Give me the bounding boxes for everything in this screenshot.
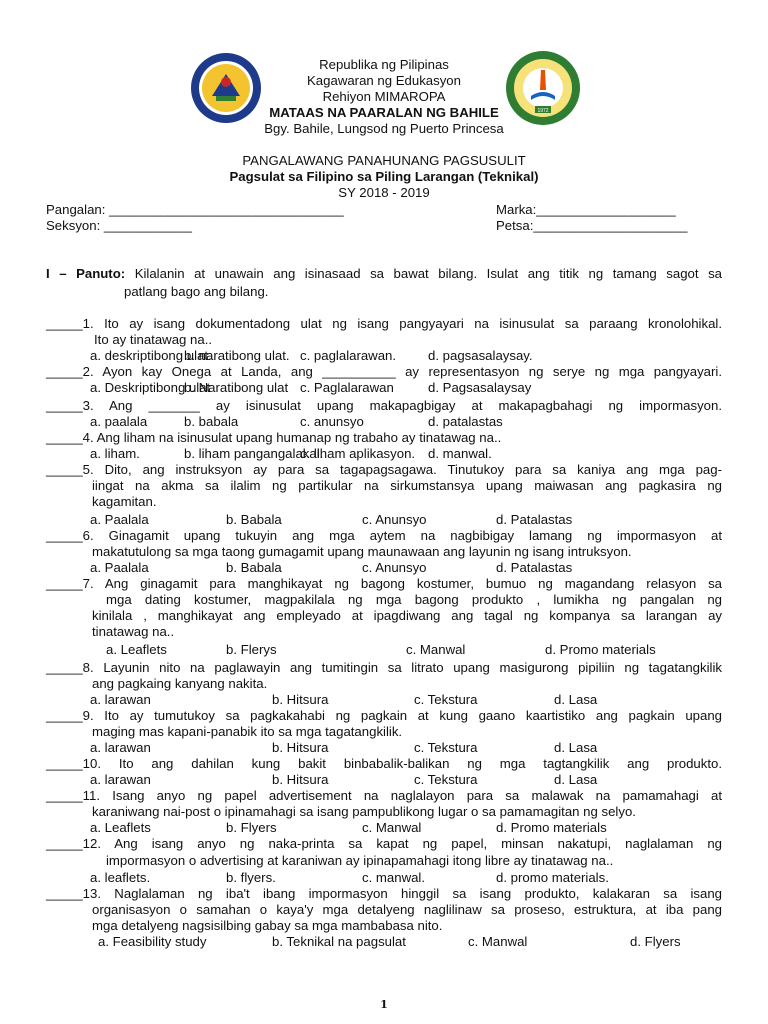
question-5-option: b. Babala [226,512,282,527]
question-8-option: c. Tekstura [414,692,478,707]
name-field[interactable]: Pangalan: ________________________________ [46,202,344,217]
question-2-option: b. Naratibong ulat [184,380,289,395]
question-3-option: a. paalala [90,414,148,429]
instructions-label: I – Panuto: [46,266,126,281]
exam-subject: Pagsulat sa Filipino sa Piling Larangan (Teknikal) [229,169,539,184]
question-10-option: c. Tekstura [414,772,478,787]
question-1-option: a. deskriptibong ulat. [90,348,212,363]
instructions [46,266,722,282]
question-4-option: b. liham pangangalakal. [184,446,324,461]
header-region: Rehiyon MIMAROPA [322,89,446,104]
question-10-option: a. larawan [90,772,151,787]
question-1-option: c. paglalarawan. [300,348,397,363]
question-11-line: karaniwang nai-post o ipinamahagi sa isang pampublikong lugar o sa pamamagitan ng selyo. [92,804,636,819]
question-7-line: mga dating kostumer, magpakilala ng mga bagong produkto , lumikha ng pangalan ng [106,592,722,607]
question-10-option: d. Lasa [554,772,598,787]
question-9-option: d. Lasa [554,740,598,755]
question-7-line: _____7. Ang ginagamit para manghikayat ng bagong kostumer, bumuo ng magandang relasyon sa [46,576,722,591]
question-4-option: a. liham. [90,446,140,461]
question-7-option: a. Leaflets [106,642,167,657]
question-11-option: b. Flyers [226,820,277,835]
question-8-line: _____8. Layunin nito na paglawayin ang tumitingin sa litrato upang masigurong pipiliin ng tagatangkilik [46,660,722,675]
question-5-option: c. Anunsyo [362,512,427,527]
instructions-text-cont: patlang bago ang bilang. [124,284,269,299]
question-13-line: _____13. Naglalaman ng iba't ibang impormasyon hinggil sa isang produkto, kalakaran sa isang [46,886,722,901]
question-5-line: kagamitan. [92,494,157,509]
page-number: 1 [380,998,388,1011]
school-logo-year: 1972 [537,108,549,114]
question-6-line: makatutulong sa mga taong gumagamit upang maunawaan ang layunin ng isang intruksyon. [92,544,632,559]
question-4-option: c. liham aplikasyon. [300,446,416,461]
question-6-line: _____6. Ginagamit upang tukuyin ang mga aytem na nagbibigay lamang ng impormasyon at [46,528,722,543]
question-6-option: c. Anunsyo [362,560,427,575]
question-3-option: b. babala [184,414,239,429]
question-9-option: b. Hitsura [272,740,329,755]
question-11-option: a. Leaflets [90,820,151,835]
question-13-line: mga detalyeng nagsisilbing gabay sa mga mambabasa nito. [92,918,443,933]
question-5-line: _____5. Dito, ang instruksyon ay para sa tagapagsagawa. Tinutukoy para sa kaniya ang mga pag- [46,462,722,477]
question-3-option: d. patalastas [428,414,503,429]
question-6-option: b. Babala [226,560,282,575]
question-11-option: c. Manwal [362,820,422,835]
question-8-line: ang pagkaing kanyang nakita. [92,676,268,691]
question-5-option: d. Patalastas [496,512,573,527]
header-department: Kagawaran ng Edukasyon [307,73,461,88]
question-13-line: organisasyon o samahan o kaya'y mga detalyeng naglilinaw sa proseso, estruktura, at iba pang [92,902,722,917]
question-9-line: maging mas kapani-panabik ito sa mga tagatangkilik. [92,724,403,739]
header-address: Bgy. Bahile, Lungsod ng Puerto Princesa [264,121,504,136]
question-8-option: d. Lasa [554,692,598,707]
question-1-option: d. pagsasalaysay. [428,348,533,363]
question-4-line: _____4. Ang liham na isinusulat upang humanap ng trabaho ay tinatawag na.. [46,430,502,445]
question-12-option: a. leaflets. [90,870,151,885]
question-12-option: b. flyers. [226,870,276,885]
question-1-option: b. naratibong ulat. [184,348,290,363]
question-5-option: a. Paalala [90,512,149,527]
question-6-option: d. Patalastas [496,560,573,575]
question-12-line: _____12. Ang isang anyo ng naka-printa sa kapat ng papel, minsan nakatupi, naglalaman ng [46,836,722,851]
question-13-option: a. Feasibility study [98,934,207,949]
header-republic: Republika ng Pilipinas [319,57,449,72]
question-2-option: a. Deskriptibong ulat [90,380,211,395]
question-2-line: _____2. Ayon kay Onega at Landa, ang __________ ay representasyon ng serye ng mga pangyayari. [46,364,722,379]
question-7-option: b. Flerys [226,642,277,657]
question-10-option: b. Hitsura [272,772,329,787]
question-12-line: impormasyon o advertising at karaniwan ay ipinapamahagi itong libre ay tinatawag na.. [106,853,614,868]
question-8-option: a. larawan [90,692,151,707]
exam-title: PANGALAWANG PANAHUNANG PAGSUSULIT [242,153,526,168]
question-12-option: c. manwal. [362,870,426,885]
question-8-option: b. Hitsura [272,692,329,707]
section-field[interactable]: Seksyon: ____________ [46,218,192,233]
score-field[interactable]: Marka:___________________ [496,202,676,217]
question-7-line: tinatawag na.. [92,624,175,639]
question-1-line: Ito ay tinatawag na.. [94,332,213,347]
question-4-option: d. manwal. [428,446,492,461]
school-year: SY 2018 - 2019 [338,185,430,200]
question-7-option: d. Promo materials [545,642,656,657]
question-3-option: c. anunsyo [300,414,364,429]
header-school: MATAAS NA PAARALAN NG BAHILE [269,105,499,120]
question-5-line: iingat na akma sa ilalim ng partikular na sirkumstansya upang maiwasan ang pagkasira ng [92,478,722,493]
question-13-option: b. Teknikal na pagsulat [272,934,406,949]
question-13-option: d. Flyers [630,934,681,949]
question-12-option: d. promo materials. [496,870,609,885]
instructions-text: Kilalanin at unawain ang isinasaad sa bawat bilang. Isulat ang titik ng tamang sagot sa [125,266,723,281]
question-7-option: c. Manwal [406,642,466,657]
question-9-option: a. larawan [90,740,151,755]
question-13-option: c. Manwal [468,934,528,949]
question-6-option: a. Paalala [90,560,149,575]
question-10-line: _____10. Ito ang dahilan kung bakit binbabalik-balikan ng mga tagtangkilik ang produkto. [46,756,722,771]
question-11-option: d. Promo materials [496,820,607,835]
question-1-line: _____1. Ito ay isang dokumentadong ulat ng isang pangyayari na isinusulat sa paraang kronolohikal. [46,316,722,331]
question-9-line: _____9. Ito ay tumutukoy sa pagkakahabi ng pagkain at kung gaano kaartistiko ang pagkain upang [46,708,722,723]
question-11-line: _____11. Isang anyo ng papel advertisement na naglalayon para sa malawak na pamamahagi at [46,788,722,803]
question-2-option: c. Paglalarawan [300,380,394,395]
question-9-option: c. Tekstura [414,740,478,755]
question-7-line: kinilala , manghikayat ang empleyado at ipagdiwang ang tagal ng kompanya sa larangan ay [92,608,722,623]
date-field[interactable]: Petsa:_____________________ [496,218,688,233]
question-2-option: d. Pagsasalaysay [428,380,532,395]
question-3-line: _____3. Ang _______ ay isinusulat upang makapagbigay at makapagbahagi ng impormasyon. [46,398,722,413]
